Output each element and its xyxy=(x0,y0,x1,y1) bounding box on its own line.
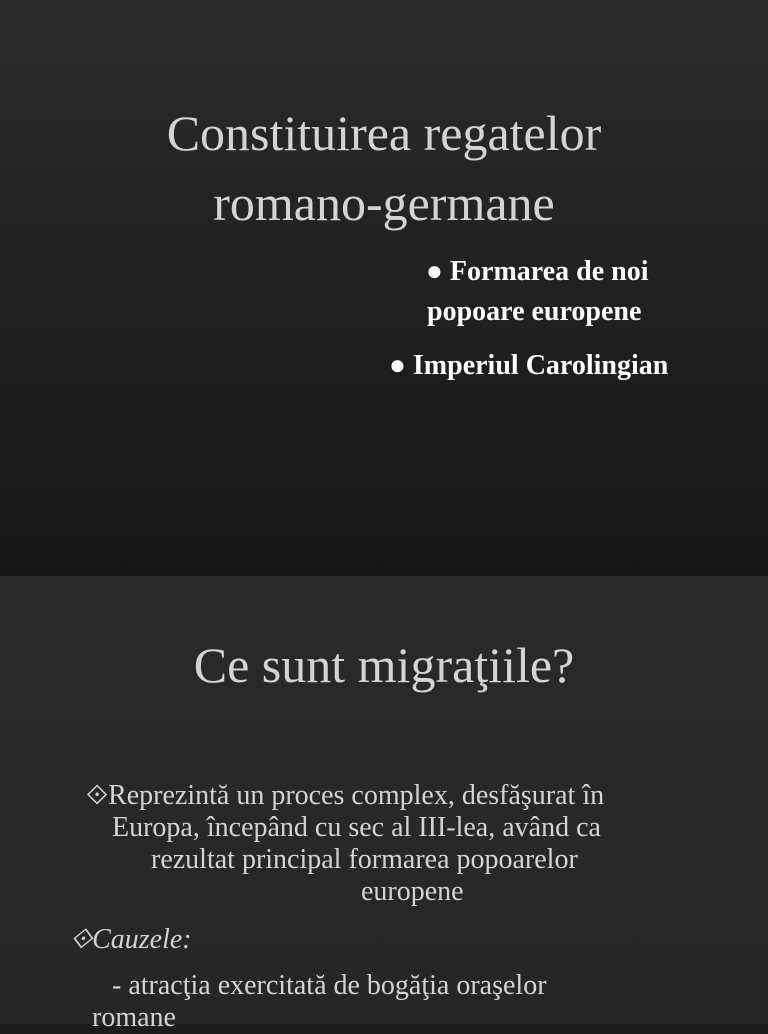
paragraph-1-line-3: rezultat principal formarea popoarelor xyxy=(151,844,578,875)
paragraph-1-line-1: ⟐Reprezintă un proces complex, desfăşurat în xyxy=(86,780,605,811)
causes-heading: ⟐Cauzele: xyxy=(70,924,192,955)
paragraph-1-line-4: europene xyxy=(361,876,464,907)
paragraph-1-line-2: Europa, începând cu sec al III-lea, având ca xyxy=(112,812,601,843)
bullet-1-line-2: popoare europene xyxy=(427,296,642,327)
bullet-2: ● Imperiul Carolingian xyxy=(389,350,669,381)
cause-item-line-1: - atracţia exercitată de bogăţia oraşelor xyxy=(112,970,547,1001)
bullet-1-line-1: ● Formarea de noi xyxy=(426,256,649,287)
slide-title-line-1: Constituirea regatelor xyxy=(166,105,602,161)
cause-item-line-2: romane xyxy=(92,1002,176,1033)
slide-2-title: Ce sunt migraţiile? xyxy=(193,637,575,693)
slide-title-line-2: romano-germane xyxy=(213,175,555,231)
